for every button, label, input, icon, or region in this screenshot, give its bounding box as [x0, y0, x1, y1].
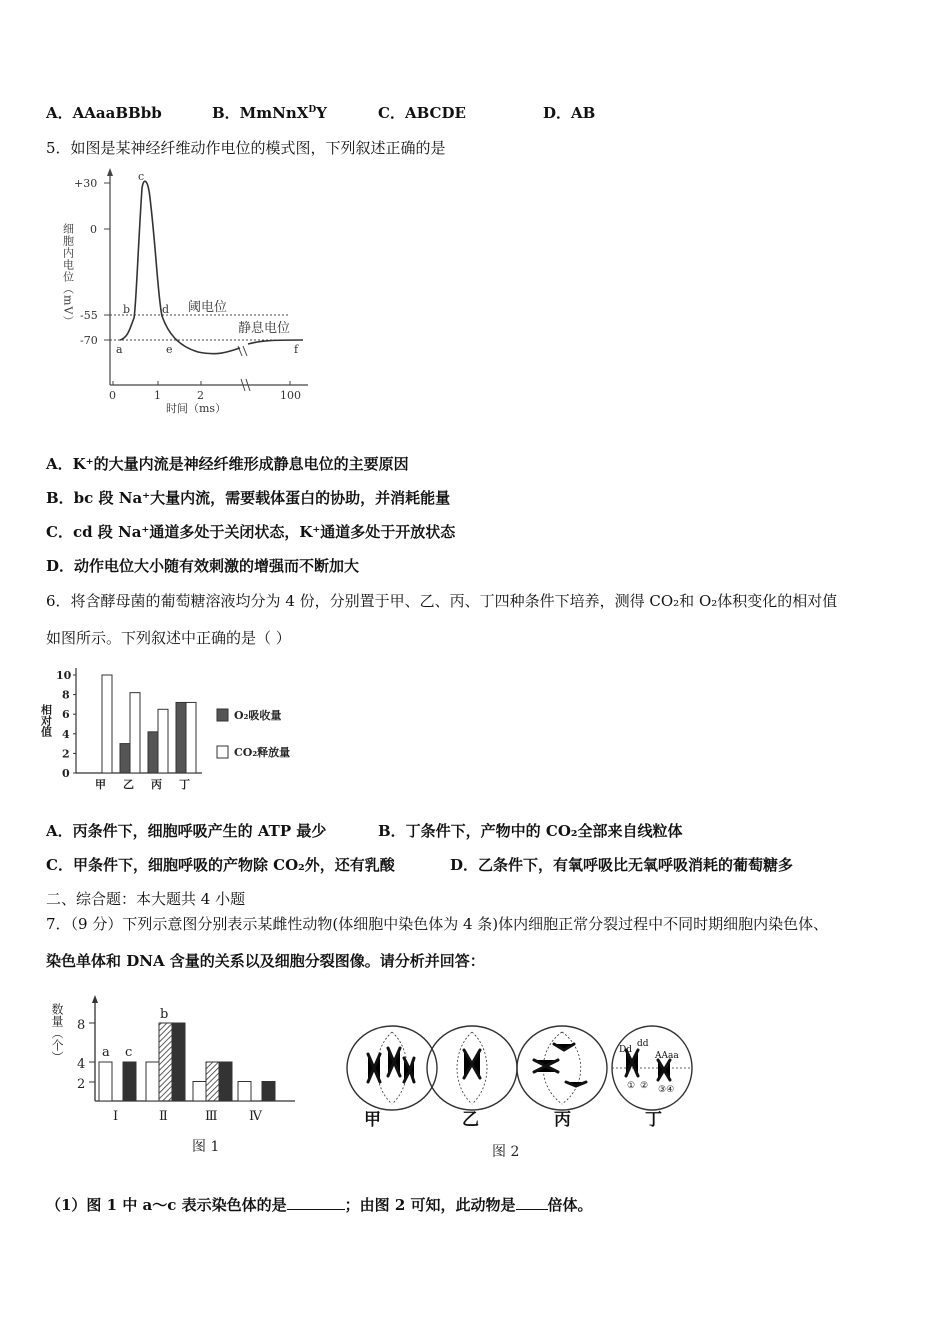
y-tick-55: -55 [80, 309, 98, 322]
point-d: d [162, 303, 170, 316]
point-c: c [138, 170, 145, 183]
bar-o2 [176, 702, 186, 773]
section-2-heading: 二、综合题：本大题共 4 小题 [46, 890, 246, 908]
fig1-bar-c [262, 1082, 275, 1102]
svg-text:③④: ③④ [658, 1085, 675, 1095]
chart-category-label: 丁 [179, 778, 190, 791]
cell-label-jia: 甲 [364, 1110, 381, 1130]
x-tick-0: 0 [109, 389, 116, 402]
q6-option-a: A．丙条件下，细胞呼吸产生的 ATP 最少 [46, 822, 327, 840]
svg-text:①: ① [627, 1081, 636, 1091]
svg-text:Dd: Dd [619, 1045, 632, 1055]
svg-text:a: a [102, 1045, 110, 1060]
svg-text:4: 4 [77, 1057, 86, 1072]
cell-label-ding: 丁 [645, 1110, 662, 1130]
svg-text:8: 8 [77, 1018, 86, 1033]
figure-1-bar-chart [50, 993, 305, 1163]
point-a: a [116, 343, 123, 356]
fig1-bar-a [99, 1062, 112, 1101]
svg-text:dd: dd [637, 1039, 649, 1049]
svg-text:②: ② [640, 1081, 649, 1091]
figure-2-cell-division [322, 1020, 702, 1162]
threshold-label: 阈电位 [188, 300, 228, 315]
x-tick-1: 1 [154, 389, 161, 402]
chart-category-label: 甲 [95, 778, 106, 791]
bar-o2 [148, 732, 158, 773]
q4-option-a: A．AAaaBBbb [46, 104, 162, 122]
chart-ytick: 2 [62, 747, 70, 761]
fig1-bar-c [123, 1062, 136, 1101]
bar-co2 [130, 693, 140, 773]
answer-blank-2[interactable] [516, 1197, 548, 1210]
y-axis-label: 细胞内电位（mV） [61, 223, 75, 328]
svg-text:Ⅲ: Ⅲ [205, 1109, 218, 1124]
chart-ytick: 10 [56, 669, 72, 682]
action-potential-figure [58, 168, 318, 418]
q4-option-b: B．MmNnX$^D$Y [212, 104, 327, 122]
y-tick-0: 0 [90, 223, 97, 236]
resting-label: 静息电位 [238, 321, 291, 336]
q7-subquestion-1: （1）图 1 中 a～c 表示染色体的是 ；由图 2 可知，此动物是 倍体。 [46, 1196, 593, 1214]
q5-option-b: B．bc 段 Na⁺大量内流，需要载体蛋白的协助，并消耗能量 [46, 489, 451, 507]
svg-text:b: b [160, 1007, 169, 1022]
chart-ytick: 4 [62, 727, 70, 741]
answer-blank-1[interactable] [287, 1197, 345, 1210]
chart-ylabel: 相对值 [39, 704, 53, 737]
q6-stem-line1: 6．将含酵母菌的葡萄糖溶液均分为 4 份，分别置于甲、乙、丙、丁四种条件下培养，测得 CO₂和 O₂体积变化的相对值 [46, 592, 838, 610]
q6-stem-line2: 如图所示。下列叙述中正确的是（ ） [46, 629, 291, 647]
x-tick-100: 100 [280, 389, 301, 402]
fig1-bar-b [159, 1023, 172, 1101]
chart-ytick: 6 [62, 708, 70, 722]
q6-option-b: B．丁条件下，产物中的 CO₂全部来自线粒体 [378, 822, 683, 840]
x-tick-2: 2 [197, 389, 204, 402]
q7-stem-line1: 7．（9 分）下列示意图分别表示某雌性动物(体细胞中染色体为 4 条)体内细胞正常分裂过程中不同时期细胞内染色体、 [46, 915, 829, 933]
point-b: b [123, 303, 131, 316]
bar-o2 [120, 744, 130, 773]
yeast-respiration-chart [39, 660, 322, 795]
cell-label-yi: 乙 [462, 1110, 479, 1130]
q6-option-d: D．乙条件下，有氧呼吸比无氧呼吸消耗的葡萄糖多 [450, 856, 794, 874]
legend-co2-label: CO₂释放量 [234, 746, 291, 759]
x-axis-label: 时间（ms） [166, 402, 227, 415]
fig1-bar-a [193, 1082, 206, 1102]
chart-ytick: 0 [62, 767, 70, 780]
cell-label-bing: 丙 [554, 1110, 571, 1130]
chart-ytick: 8 [62, 688, 70, 702]
svg-text:c: c [125, 1045, 133, 1060]
q5-option-d: D．动作电位大小随有效刺激的增强而不断加大 [46, 557, 360, 575]
q6-option-c: C．甲条件下，细胞呼吸的产物除 CO₂外，还有乳酸 [46, 856, 395, 874]
svg-text:Ⅳ: Ⅳ [249, 1109, 262, 1124]
point-e: e [166, 343, 173, 356]
fig1-bar-a [146, 1062, 159, 1101]
q5-option-c: C．cd 段 Na⁺通道多处于关闭状态，K⁺通道多处于开放状态 [46, 523, 456, 541]
chart-category-label: 乙 [123, 778, 134, 791]
bar-co2 [186, 702, 196, 773]
svg-text:Ⅰ: Ⅰ [113, 1109, 119, 1124]
svg-text:AAaa: AAaa [655, 1051, 679, 1061]
bar-co2 [158, 709, 168, 773]
point-f: f [294, 343, 299, 356]
legend-o2-label: O₂吸收量 [234, 709, 282, 722]
svg-text:2: 2 [77, 1077, 86, 1092]
svg-text:Ⅱ: Ⅱ [159, 1109, 168, 1124]
q7-stem-line2: 染色单体和 DNA 含量的关系以及细胞分裂图像。请分析并回答： [46, 952, 485, 970]
q5-option-a: A．K⁺的大量内流是神经纤维形成静息电位的主要原因 [46, 455, 409, 473]
legend-o2-swatch [217, 709, 228, 721]
fig2-caption: 图 2 [492, 1144, 520, 1160]
y-tick-30: +30 [74, 177, 98, 190]
fig1-bar-c [219, 1062, 232, 1101]
fig1-bar-b [206, 1062, 219, 1101]
y-tick-70: -70 [80, 334, 98, 347]
bar-co2 [102, 675, 112, 773]
legend-co2-swatch [217, 746, 228, 758]
q4-option-c: C．ABCDE [378, 104, 466, 122]
fig1-bar-a [238, 1082, 251, 1102]
fig1-ylabel: 数量（个） [50, 1003, 64, 1063]
fig1-bar-c [172, 1023, 185, 1101]
chart-category-label: 丙 [151, 778, 162, 791]
q5-stem: 5．如图是某神经纤维动作电位的模式图，下列叙述正确的是 [46, 139, 446, 157]
q4-option-d: D．AB [543, 104, 596, 122]
fig1-caption: 图 1 [192, 1139, 220, 1155]
